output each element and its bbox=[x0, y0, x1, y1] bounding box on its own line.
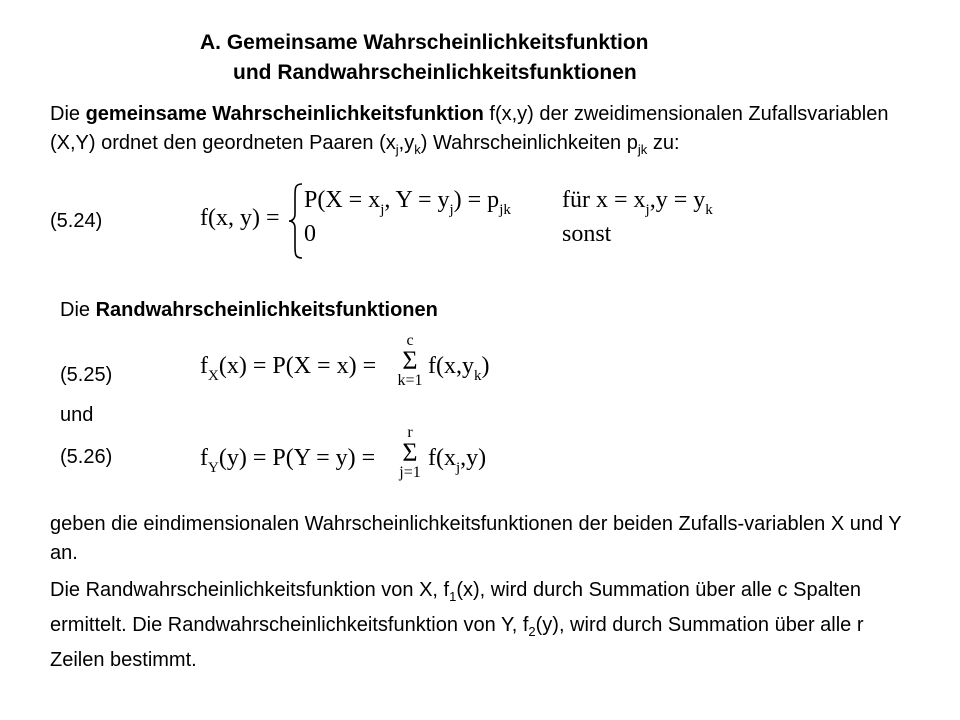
text-segment: Die bbox=[50, 103, 86, 125]
paragraph-one-dimensional: geben die eindimensionalen Wahrscheinlichkeitsfunktionen der beiden Zufalls-variablen X und Y an. bbox=[50, 513, 902, 564]
eq525-lhs: $f_X(x) = P(X = x)$ = bbox=[200, 353, 377, 384]
subscript: jk bbox=[637, 142, 648, 157]
sum-upper-limit: c bbox=[406, 332, 414, 349]
subscript: 2 bbox=[528, 624, 536, 639]
eq525-rhs: $f(x,y_k)$ bbox=[428, 353, 490, 384]
subscript: 1 bbox=[449, 589, 457, 604]
paragraph-marginal-heading bbox=[60, 296, 760, 325]
text-segment: ) Wahrscheinlichkeiten p bbox=[420, 132, 638, 154]
sum-lower-limit: j=1 bbox=[399, 464, 421, 481]
eq526-rhs: $f(x_j,y)$ bbox=[428, 445, 487, 476]
equation-number-5-24: (5.24) bbox=[50, 210, 103, 232]
eq524-lhs: f(x, y) = bbox=[200, 205, 280, 231]
title-line-1: A. Gemeinsame Wahrscheinlichkeitsfunktion bbox=[200, 31, 649, 54]
paragraph-summation bbox=[50, 576, 920, 675]
eq526-sum bbox=[396, 424, 424, 482]
sigma-icon: Σ bbox=[402, 346, 418, 375]
subscript: j bbox=[395, 142, 399, 157]
eq524-condition-1: für $x = x_j,y = y_k$ bbox=[562, 187, 713, 218]
subscript: k bbox=[414, 142, 421, 157]
bold-term: gemeinsame Wahrscheinlichkeitsfunktion bbox=[85, 103, 484, 125]
equation-number-5-26: (5.26) bbox=[60, 446, 113, 468]
bold-term: Randwahrscheinlichkeitsfunktionen bbox=[95, 299, 438, 321]
sigma-icon: Σ bbox=[402, 438, 418, 467]
eq524-case-1: $P(X = x_j$, $Y = y_j) = p_{jk}$ bbox=[304, 187, 511, 218]
eq526-lhs: $f_Y(y) = P(Y = y)$ = bbox=[200, 445, 376, 476]
paragraph-joint-pmf bbox=[50, 100, 920, 164]
text-segment: Die bbox=[60, 299, 96, 321]
title-line-2: und Randwahrscheinlichkeitsfunktionen bbox=[233, 61, 637, 84]
sum-upper-limit: r bbox=[407, 424, 413, 441]
text-segment: Die Randwahrscheinlichkeitsfunktion von X, f bbox=[50, 579, 450, 601]
text-segment: zu: bbox=[647, 132, 680, 154]
sum-lower-limit: k=1 bbox=[397, 372, 423, 389]
eq525-sum bbox=[396, 332, 424, 390]
text-segment: f(x,y) der zweidimensionalen Zufallsvariablen (X,Y) ordnet den geordneten Paaren (x bbox=[50, 103, 889, 154]
connector-und: und bbox=[60, 404, 94, 426]
text-segment: (x), wird durch Summation über alle c Spalten ermittelt. Die Randwahrscheinlichkeitsfunktion von Y, f bbox=[50, 579, 861, 636]
text-segment: (y), wird durch Summation über alle r Zeilen bestimmt. bbox=[50, 614, 864, 671]
eq524-condition-2: sonst bbox=[562, 221, 612, 247]
slide-title bbox=[200, 28, 760, 88]
brace-icon bbox=[286, 182, 306, 260]
eq524-case-2: 0 bbox=[304, 221, 316, 247]
text-segment: ,y bbox=[398, 132, 415, 154]
equation-number-5-25: (5.25) bbox=[60, 364, 113, 386]
